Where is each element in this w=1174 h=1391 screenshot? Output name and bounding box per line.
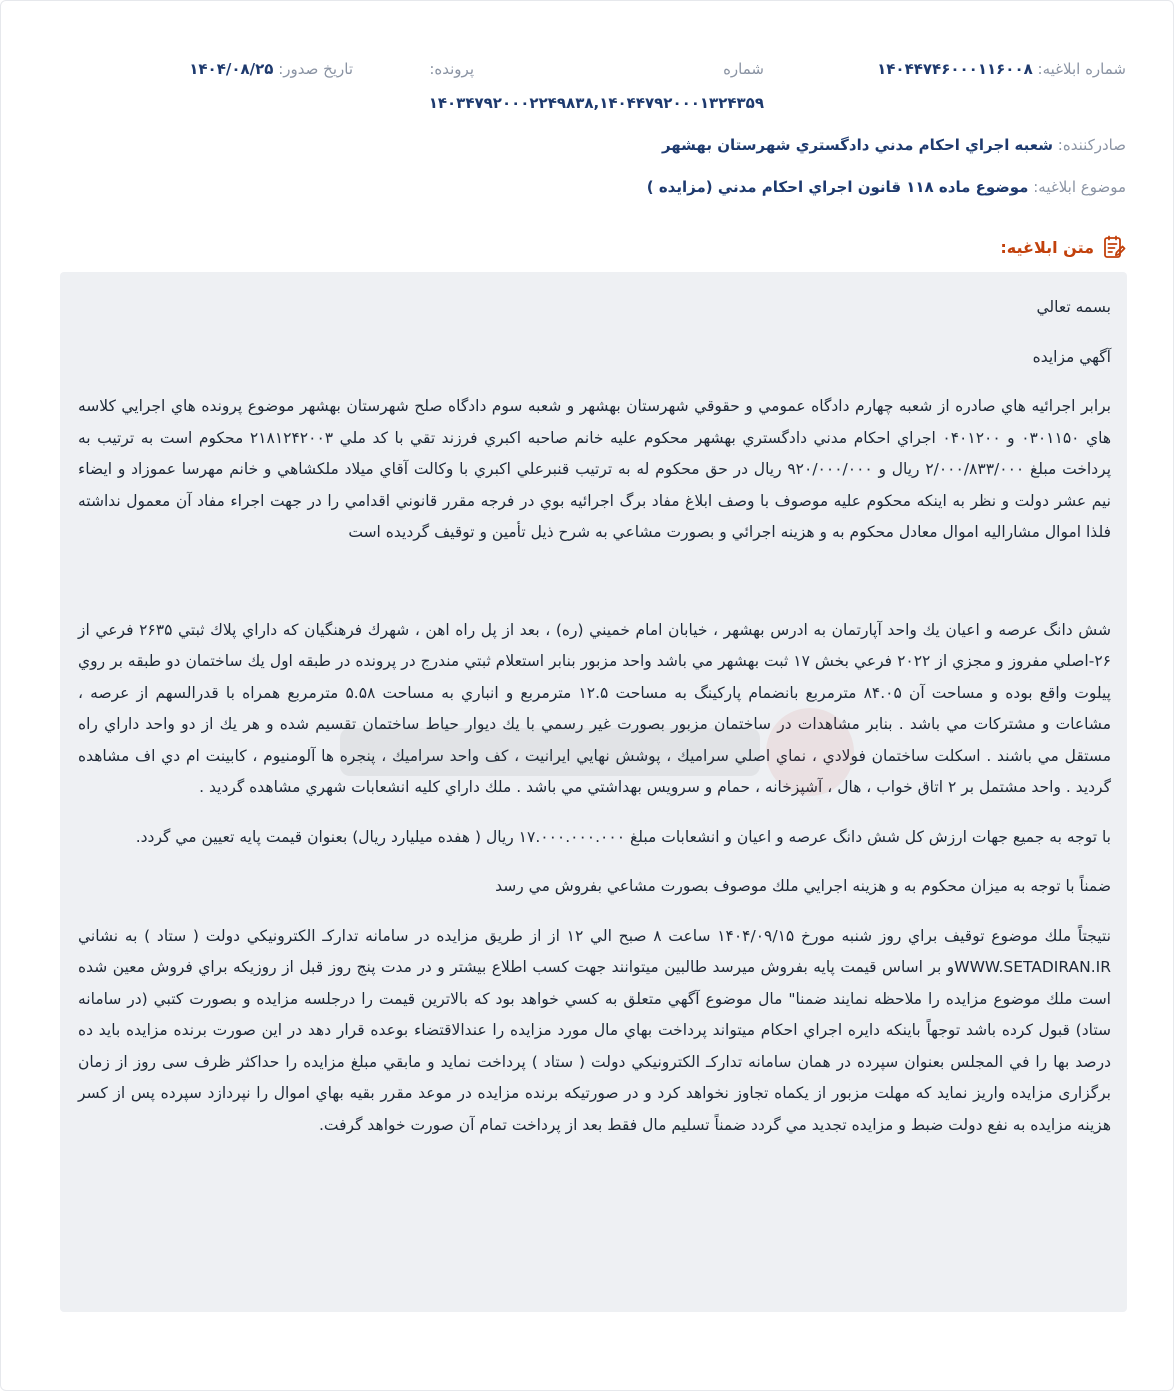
notice-paragraph-6: ضمناً با توجه به ميزان محكوم به و هزينه اجرايي ملك موصوف بصورت مشاعي بفروش مي رسد (495, 877, 1111, 895)
notice-number-label: شماره ابلاغیه: (1037, 60, 1126, 78)
case-numbers-row (40, 92, 764, 114)
issuer-label: صادرکننده: (1057, 136, 1126, 154)
case-numbers: ۱۴۰۳۴۷۹۲۰۰۰۲۲۴۹۸۳۸,۱۴۰۴۴۷۹۲۰۰۰۱۳۲۴۳۵۹ (428, 94, 764, 112)
document-edit-icon (1102, 234, 1126, 260)
issue-date-value: ۱۴۰۴/۰۸/۲۵ (189, 60, 274, 78)
subject-row (40, 176, 1126, 198)
notice-paragraph-2: آگهي مزايده (1032, 347, 1111, 366)
notice-paragraph-5: با توجه به جميع جهات ارزش كل شش دانگ عرصه و اعيان و انشعابات مبلغ ۱۷.۰۰۰.۰۰۰.۰۰۰ ريال ( هفده ميليارد ريال) بعنوان قيمت پايه تعيين مي گردد. (135, 827, 1111, 846)
notice-text-panel (60, 272, 1127, 1312)
number-label: شماره (723, 60, 764, 78)
notice-text-heading (1000, 234, 1126, 260)
issuer-value: شعبه اجراي احكام مدني دادگستري شهرستان بهشهر (661, 136, 1053, 154)
subject-label: موضوع ابلاغیه: (1033, 178, 1126, 196)
notice-text-label: متن ابلاغیه: (1000, 237, 1094, 257)
notice-paragraph-1: بسمه تعالي (1036, 298, 1111, 316)
notice-paragraph-4: شش دانگ عرصه و اعيان يك واحد آپارتمان به ادرس بهشهر ، خيابان امام خميني (ره) ، بعد از پل راه اهن ، شهرك فرهنگيان كه داراي پلاك ثبتي ۲۶۳۵ فرعي از ۲۶-اصلي مفروز و مجزي از ۲۰۲۲ فرعي بخش ۱۷ ثبت بهشهر مي باشد واحد مزبور بنابر استعلام ثبتي مندرج در پرونده در طبقه اول يك ساختمان دو طبقه بر روي پيلوت واقع بوده و مساحت آن ۸۴.۰۵ مترمربع بانضمام پاركينگ به مساحت ۱۲.۵ مترمربع و انباري به مساحت ۵.۵۸ مترمربع همراه با قدرالسهم از عرصه ، مشاعات و مشتركات مي باشد . بنابر مشاهدات در ساختمان مزبور بصورت غير رسمي با يك ديوار حياط ساختمان تقسيم شده و هر يك از دو واحد داراي راه مستقل مي باشند . اسكلت ساختمان فولادي ، نماي اصلي سراميك ، پوشش نهايي ايرانيت ، كف واحد سراميك ، پنجره ها آلومنيوم ، كابينت ام دي اف مشاهده گرديد . واحد مشتمل بر ۲ اتاق خواب ، هال ، آشپزخانه ، حمام و سرويس بهداشتي مي باشد . ملك داراي كليه انشعابات شهري مشاهده گرديد . (78, 620, 1111, 796)
notice-number-value: ۱۴۰۴۴۷۴۶۰۰۰۱۱۶۰۰۸ (877, 60, 1033, 78)
issue-date (189, 58, 353, 80)
paragraph-spacer (78, 567, 1111, 615)
case-label: پرونده: (429, 60, 474, 78)
notice-number (877, 58, 1126, 80)
issue-date-label: تاریخ صدور: (278, 60, 353, 78)
notice-paragraph-7: نتيجتاً ملك موضوع توقيف براي روز شنبه مورخ ۱۴۰۴/۰۹/۱۵ ساعت ۸ صبح الي ۱۲ از از طريق مزايده در سامانه تداركـ الكترونيكي دولت ( ستاد ) به نشاني WWW.SETADIRAN.IRو بر اساس قيمت پايه بفروش ميرسد طالبين ميتوانند جهت كسب اطلاع بيشتر و در مدت پنج روز قبل از روزيكه براي فروش معين شده است ملك موضوع مزايده را ملاحظه نمايند ضمنا" مال موضوع آگهي متعلق به كسي خواهد بود كه بالاترين قيمت را درجلسه مزايده و بصورت كتبي (در سامانه ستاد) قبول كرده باشد توجهاً باينكه دايره اجراي احكام ميتواند پرداخت بهاي مال مورد مزايده را عندالاقتضاء بوعده قرار دهد در اين صورت برنده مزايده بايد ده درصد بها را في المجلس بعنوان سپرده در همان سامانه تداركـ الكترونيكي دولت ( ستاد ) پرداخت نمايد و مابقي مبلغ مزايده را حداكثر ظرف سی روز از زمان برگزاری مزايده واريز نمايد كه مهلت مزبور از يكماه تجاوز نخواهد كرد و در صورتيكه برنده مزايده در موعد مقرر بقيه بهاي اموال را نپردازد سپرده پس از كسر هزينه مزايده به نفع دولت ضبط و مزايده تجديد مي گردد ضمناً تسليم مال فقط بعد از پرداخت تمام آن صورت خواهد گرفت. (78, 926, 1111, 1134)
issuer-row (40, 134, 1126, 156)
notice-paragraph-3: برابر اجرائيه هاي صادره از شعبه چهارم دادگاه عمومي و حقوقي شهرستان بهشهر و شعبه سوم دادگاه صلح شهرستان بهشهر موضوع پرونده هاي اجرايي كلاسه هاي ۰۳۰۱۱۵۰ و ۰۴۰۱۲۰۰ اجراي احكام مدني دادگستري بهشهر محكوم عليه خانم صاحبه اكبري فرزند تقي با كد ملي ۲۱۸۱۲۴۲۰۰۳ محكوم است به ترتيب به پرداخت مبلغ ۲/۰۰۰/۸۳۳/۰۰۰ ريال و ۹۲۰/۰۰۰/۰۰۰ ريال در حق محكوم له به ترتيب قنبرعلي اكبري با وكالت آقاي ميلاد ملكشاهي و خانم مهرسا عموزاد و ايضاء نيم عشر دولت و نظر به اينكه محكوم عليه موصوف با وصف ابلاغ مفاد برگ اجرائيه بوي در فرجه مقرر قانوني اقدامي را در جهت اجراء مفاد آن معمول نداشته فلذا اموال مشاراليه اموال معادل محكوم به و هزينه اجرائي و بصورت مشاعي به شرح ذيل تأمين و توقيف گرديده است (78, 397, 1112, 541)
subject-value: موضوع ماده ۱۱۸ قانون اجراي احكام مدني (مزايده ) (646, 178, 1029, 196)
